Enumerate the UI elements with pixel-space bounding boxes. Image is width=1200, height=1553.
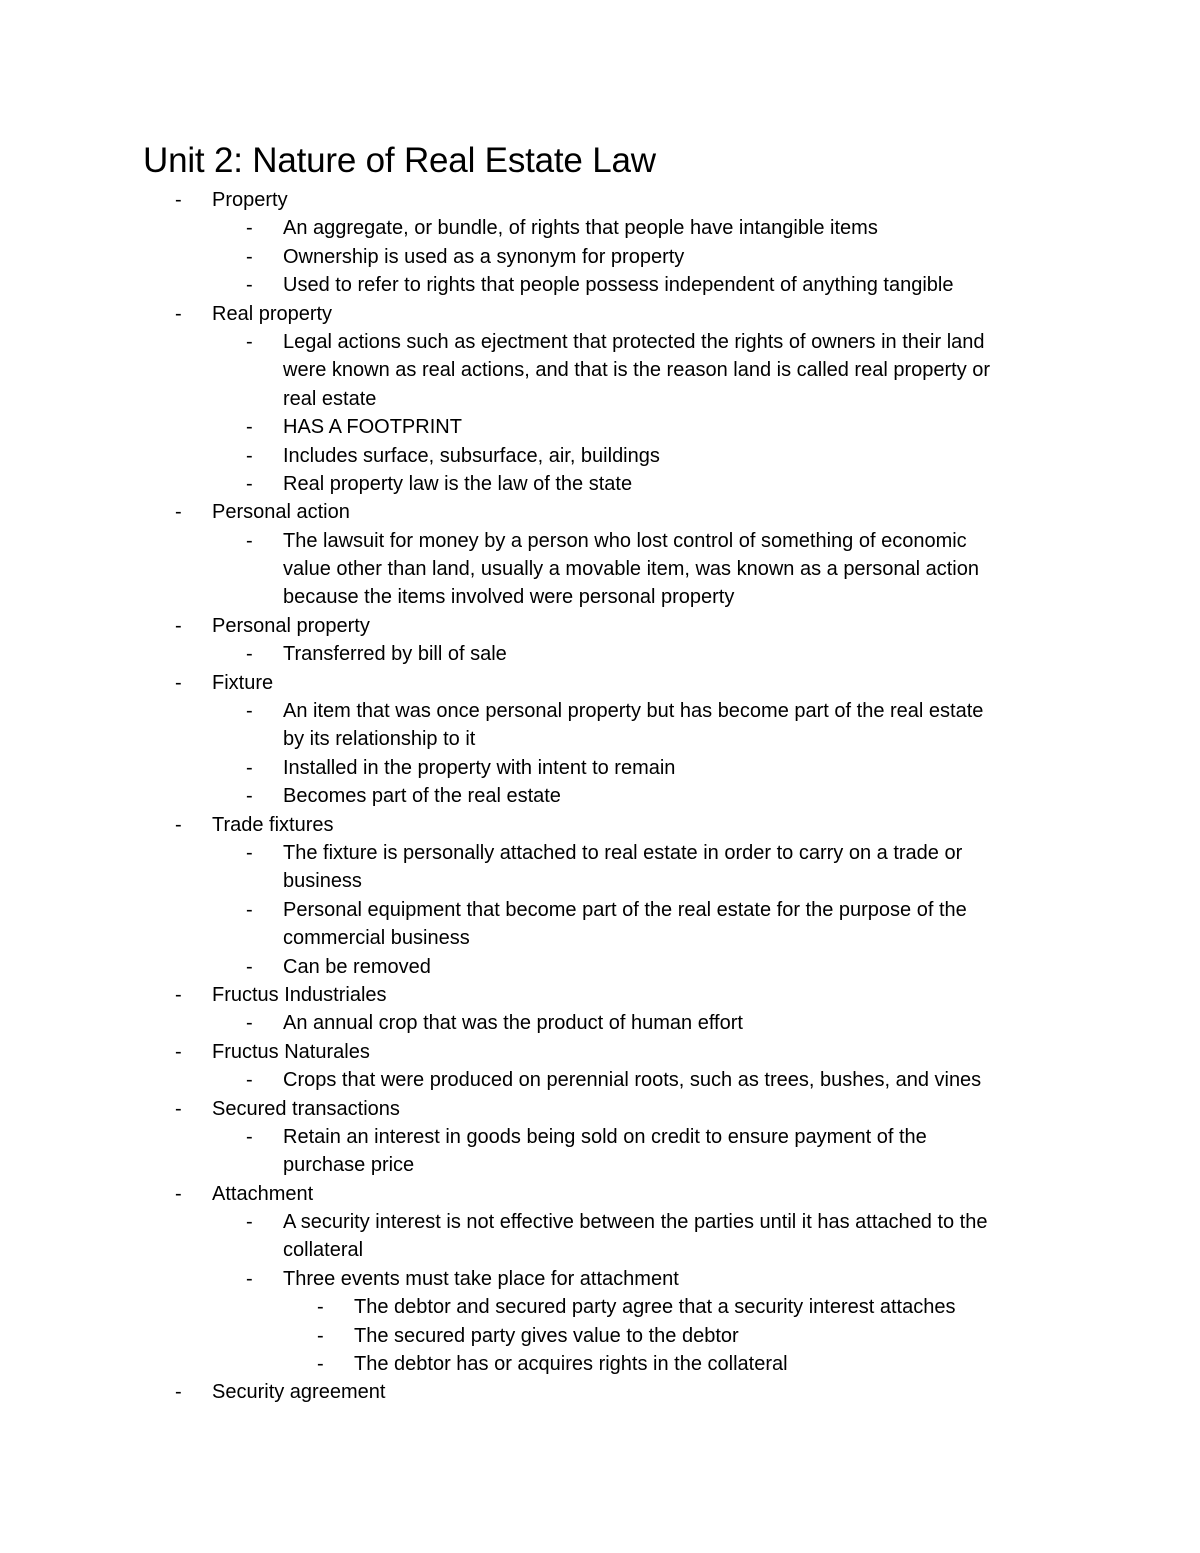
bullet-dash-icon: - <box>246 1267 253 1290</box>
list-item-text: An item that was once personal property but has become part of the real estate <box>283 700 984 723</box>
page-title: Unit 2: Nature of Real Estate Law <box>143 141 656 180</box>
list-item-level-1 <box>0 1180 1200 1208</box>
list-item-level-2 <box>0 839 1200 867</box>
list-item-text: Becomes part of the real estate <box>283 785 561 808</box>
bullet-dash-icon: - <box>246 785 253 808</box>
bullet-dash-icon: - <box>175 1381 182 1404</box>
list-item-text: Fructus Industriales <box>212 983 387 1006</box>
bullet-dash-icon: - <box>246 756 253 779</box>
list-item-level-2 <box>0 697 1200 725</box>
list-item-text: business <box>283 870 362 893</box>
list-item-level-2 <box>0 1123 1200 1151</box>
bullet-dash-icon: - <box>246 955 253 978</box>
list-item-continuation <box>0 583 1200 611</box>
list-item-text: An aggregate, or bundle, of rights that people have intangible items <box>283 217 878 240</box>
list-item-text: collateral <box>283 1239 364 1262</box>
bullet-dash-icon: - <box>246 416 253 439</box>
list-item-level-2 <box>0 640 1200 668</box>
list-item-text: Installed in the property with intent to remain <box>283 756 676 779</box>
list-item-level-2 <box>0 243 1200 271</box>
bullet-dash-icon: - <box>246 245 253 268</box>
list-item-level-1 <box>0 1095 1200 1123</box>
bullet-dash-icon: - <box>246 1125 253 1148</box>
list-item-continuation <box>0 356 1200 384</box>
list-item-text: Property <box>212 189 288 211</box>
list-item-text: The lawsuit for money by a person who lost control of something of economic <box>283 529 967 552</box>
list-item-level-1 <box>0 300 1200 328</box>
list-item-text: purchase price <box>283 1154 415 1177</box>
bullet-dash-icon: - <box>317 1324 324 1347</box>
bullet-dash-icon: - <box>175 1040 182 1063</box>
list-item-level-2 <box>0 413 1200 441</box>
list-item-level-2 <box>0 527 1200 555</box>
list-item-text: Fixture <box>212 671 274 694</box>
list-item-level-2 <box>0 1066 1200 1094</box>
list-item-text: Includes surface, subsurface, air, buildings <box>283 444 660 467</box>
bullet-dash-icon: - <box>175 1097 182 1120</box>
list-item-text: Legal actions such as ejectment that protected the rights of owners in their land <box>283 330 985 353</box>
list-item-level-2 <box>0 470 1200 498</box>
bullet-dash-icon: - <box>175 302 182 325</box>
bullet-dash-icon: - <box>246 472 253 495</box>
list-item-text: Real property <box>212 302 333 325</box>
list-item-continuation <box>0 385 1200 413</box>
list-item-text: Security agreement <box>212 1381 386 1404</box>
list-item-continuation <box>0 924 1200 952</box>
bullet-dash-icon: - <box>175 671 182 694</box>
list-item-text: The debtor has or acquires rights in the collateral <box>354 1353 788 1376</box>
list-item-text: The fixture is personally attached to real estate in order to carry on a trade or <box>283 841 963 864</box>
bullet-dash-icon: - <box>246 700 253 723</box>
list-item-text: HAS A FOOTPRINT <box>283 416 462 439</box>
list-item-level-1 <box>0 669 1200 697</box>
bullet-dash-icon: - <box>317 1296 324 1319</box>
list-item-level-1 <box>0 498 1200 526</box>
bullet-dash-icon: - <box>246 444 253 467</box>
list-item-level-1 <box>0 612 1200 640</box>
list-item-text: The secured party gives value to the debtor <box>354 1324 739 1347</box>
bullet-dash-icon: - <box>246 274 253 297</box>
bullet-dash-icon: - <box>246 1069 253 1092</box>
list-item-level-2 <box>0 953 1200 981</box>
list-item-text: Can be removed <box>283 955 431 978</box>
bullet-dash-icon: - <box>175 614 182 637</box>
bullet-dash-icon: - <box>246 529 253 552</box>
list-item-continuation <box>0 1151 1200 1179</box>
bullet-dash-icon: - <box>175 1182 182 1205</box>
list-item-text: commercial business <box>283 927 470 950</box>
list-item-level-2 <box>0 1208 1200 1236</box>
list-item-text: Personal property <box>212 614 370 637</box>
bullet-dash-icon: - <box>317 1353 324 1376</box>
bullet-dash-icon: - <box>246 643 253 666</box>
list-item-text: Used to refer to rights that people possess independent of anything tangible <box>283 274 954 297</box>
list-item-text: Secured transactions <box>212 1097 400 1120</box>
list-item-level-2 <box>0 1265 1200 1293</box>
list-item-text: Ownership is used as a synonym for property <box>283 245 685 268</box>
list-item-level-2 <box>0 754 1200 782</box>
list-item-text: Personal equipment that become part of the real estate for the purpose of the <box>283 898 967 921</box>
list-item-level-1 <box>0 981 1200 1009</box>
list-item-level-2 <box>0 328 1200 356</box>
bullet-dash-icon: - <box>246 1012 253 1035</box>
list-item-text: by its relationship to it <box>283 728 476 751</box>
bullet-dash-icon: - <box>175 983 182 1006</box>
bullet-dash-icon: - <box>246 330 253 353</box>
bullet-dash-icon: - <box>175 189 182 211</box>
list-item-text: Trade fixtures <box>212 813 334 836</box>
list-item-level-2 <box>0 214 1200 242</box>
list-item-text: An annual crop that was the product of human effort <box>283 1012 743 1035</box>
list-item-text: Attachment <box>212 1182 314 1205</box>
bullet-dash-icon: - <box>175 813 182 836</box>
bullet-dash-icon: - <box>246 898 253 921</box>
list-item-level-2 <box>0 442 1200 470</box>
notes-outline <box>0 186 1200 1407</box>
list-item-text: The debtor and secured party agree that a security interest attaches <box>354 1296 956 1319</box>
list-item-text: because the items involved were personal property <box>283 586 735 609</box>
list-item-level-2 <box>0 1009 1200 1037</box>
list-item-level-1 <box>0 186 1200 214</box>
list-item-text: A security interest is not effective between the parties until it has attached to the <box>283 1211 988 1234</box>
list-item-level-2 <box>0 782 1200 810</box>
list-item-continuation <box>0 555 1200 583</box>
bullet-dash-icon: - <box>246 1211 253 1234</box>
bullet-dash-icon: - <box>246 217 253 240</box>
list-item-text: Retain an interest in goods being sold on credit to ensure payment of the <box>283 1125 927 1148</box>
list-item-level-3 <box>0 1293 1200 1321</box>
list-item-continuation <box>0 867 1200 895</box>
bullet-dash-icon: - <box>246 841 253 864</box>
list-item-level-1 <box>0 1378 1200 1406</box>
list-item-text: were known as real actions, and that is the reason land is called real property or <box>283 359 991 382</box>
list-item-level-2 <box>0 896 1200 924</box>
list-item-continuation <box>0 725 1200 753</box>
list-item-text: real estate <box>283 387 377 410</box>
list-item-text: Three events must take place for attachment <box>283 1267 679 1290</box>
list-item-text: Real property law is the law of the state <box>283 472 633 495</box>
list-item-text: Fructus Naturales <box>212 1040 370 1063</box>
list-item-level-3 <box>0 1350 1200 1378</box>
list-item-text: Transferred by bill of sale <box>283 643 507 666</box>
list-item-continuation <box>0 1236 1200 1264</box>
list-item-level-1 <box>0 811 1200 839</box>
list-item-level-2 <box>0 271 1200 299</box>
list-item-level-1 <box>0 1038 1200 1066</box>
list-item-text: Crops that were produced on perennial roots, such as trees, bushes, and vines <box>283 1069 982 1092</box>
list-item-text: Personal action <box>212 501 350 524</box>
list-item-level-3 <box>0 1322 1200 1350</box>
list-item-text: value other than land, usually a movable item, was known as a personal action <box>283 558 979 581</box>
bullet-dash-icon: - <box>175 501 182 524</box>
